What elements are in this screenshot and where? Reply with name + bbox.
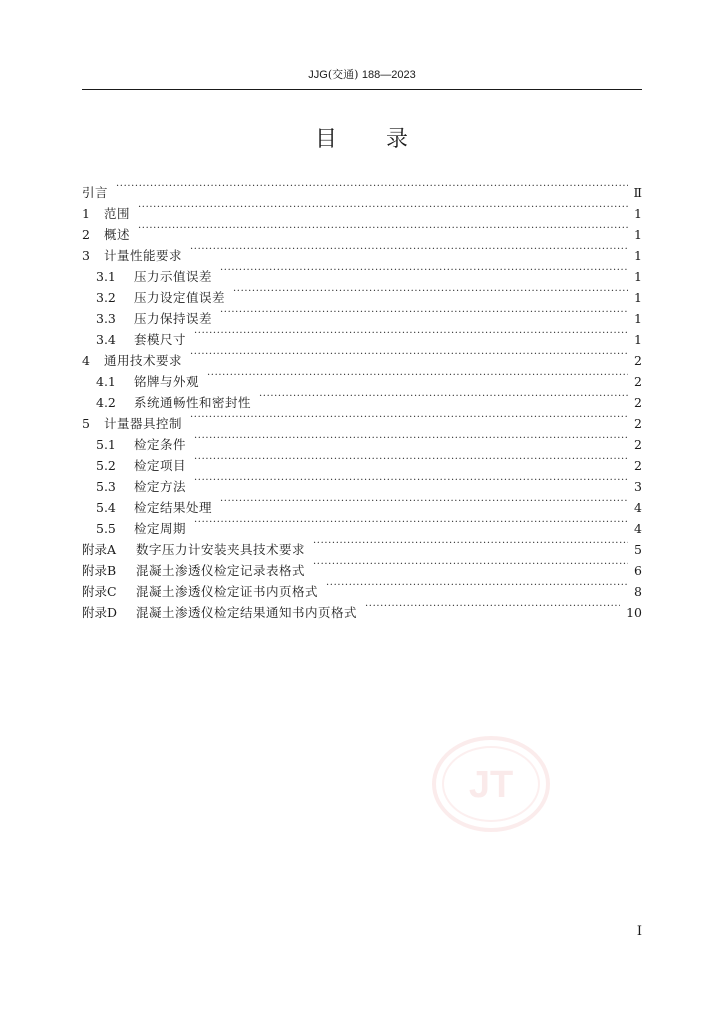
toc-entry-title: 引言	[82, 185, 109, 200]
toc-entry-title: 范围	[104, 206, 131, 221]
toc-entry-number: 4	[82, 353, 90, 368]
toc-entry-title: 计量器具控制	[104, 416, 183, 431]
toc-entry-page: 1	[634, 227, 642, 242]
toc-entry-title: 检定项目	[134, 458, 187, 473]
toc-entry-number: 附录B	[82, 563, 117, 578]
toc-entry-page: 2	[634, 458, 642, 473]
toc-dot-leader	[194, 428, 628, 449]
toc-entry-title: 概述	[104, 227, 131, 242]
toc-entry-page: 1	[634, 332, 642, 347]
toc-entry-page: 6	[634, 563, 642, 578]
header-code-prefix: JJG	[308, 69, 328, 81]
toc-entry-page: 2	[634, 353, 642, 368]
toc-entry-page: 10	[626, 605, 642, 620]
toc-dot-leader	[233, 281, 628, 302]
toc-entry-number: 附录D	[82, 605, 118, 620]
toc-entry-number: 5.1	[96, 437, 116, 452]
toc-entry-page: 2	[634, 395, 642, 410]
toc-dot-leader	[190, 407, 628, 428]
toc-entry-title: 数字压力计安装夹具技术要求	[136, 542, 306, 557]
toc-entry-page: 1	[634, 248, 642, 263]
toc-dot-leader	[259, 386, 628, 407]
toc-dot-leader	[207, 365, 628, 386]
toc-entry-page: 4	[634, 521, 642, 536]
toc-entry-page: 1	[634, 269, 642, 284]
toc-dot-leader	[138, 197, 628, 218]
toc-entry-number: 4.1	[96, 374, 116, 389]
toc-entry-title: 检定条件	[134, 437, 187, 452]
toc-dot-leader	[220, 260, 628, 281]
toc-entry-page: 2	[634, 374, 642, 389]
toc-entry-number: 2	[82, 227, 90, 242]
toc-entry-number: 5.3	[96, 479, 116, 494]
toc-entry-title: 系统通畅性和密封性	[134, 395, 252, 410]
page-number: I	[636, 924, 642, 939]
toc-dot-leader	[194, 323, 628, 344]
toc-dot-leader	[116, 176, 627, 197]
toc-entry-number: 1	[82, 206, 90, 221]
toc-entry-title: 检定方法	[134, 479, 187, 494]
toc-entry-number: 5.5	[96, 521, 116, 536]
page-title	[0, 122, 724, 153]
toc-dot-leader	[313, 554, 628, 575]
toc-entry-title: 检定周期	[134, 521, 187, 536]
document-header	[82, 66, 642, 90]
toc-entry-number: 5	[82, 416, 90, 431]
toc-dot-leader	[220, 302, 628, 323]
toc-entry[interactable]	[82, 239, 642, 263]
toc-entry-page: 4	[634, 500, 642, 515]
toc-entry-title: 计量性能要求	[104, 248, 183, 263]
toc-entry-number: 附录C	[82, 584, 117, 599]
toc-entry-title: 压力设定值误差	[134, 290, 226, 305]
toc-entry-page: 2	[634, 437, 642, 452]
toc-entry-page: 1	[634, 290, 642, 305]
toc-entry-page: Ⅱ	[633, 185, 642, 200]
watermark-text: JT	[468, 764, 514, 806]
toc-dot-leader	[138, 218, 628, 239]
toc-dot-leader	[313, 533, 628, 554]
table-of-contents	[82, 176, 642, 620]
toc-entry[interactable]	[82, 218, 642, 242]
header-code-mid: (交通)	[327, 68, 359, 81]
toc-entry[interactable]	[82, 176, 642, 200]
toc-entry-page: 3	[634, 479, 642, 494]
toc-dot-leader	[190, 239, 628, 260]
toc-dot-leader	[190, 344, 628, 365]
toc-entry[interactable]	[82, 197, 642, 221]
toc-entry-title: 铭牌与外观	[134, 374, 200, 389]
toc-dot-leader	[194, 449, 628, 470]
toc-entry-title: 套模尺寸	[134, 332, 187, 347]
toc-entry-title: 混凝土渗透仪检定结果通知书内页格式	[136, 605, 358, 620]
toc-entry-page: 1	[634, 311, 642, 326]
toc-entry-title: 压力示值误差	[134, 269, 213, 284]
toc-dot-leader	[365, 596, 620, 617]
toc-entry-page: 5	[634, 542, 642, 557]
toc-entry-number: 4.2	[96, 395, 116, 410]
toc-entry-number: 3.1	[96, 269, 116, 284]
toc-entry-number: 3	[82, 248, 90, 263]
toc-entry-page: 1	[634, 206, 642, 221]
toc-dot-leader	[326, 575, 628, 596]
toc-entry-title: 通用技术要求	[104, 353, 183, 368]
title-char-2: 录	[386, 127, 410, 152]
toc-dot-leader	[220, 491, 628, 512]
toc-entry-number: 3.2	[96, 290, 116, 305]
toc-entry-number: 3.4	[96, 332, 116, 347]
toc-entry-title: 检定结果处理	[134, 500, 213, 515]
jt-watermark-logo	[432, 736, 550, 832]
toc-entry-page: 2	[634, 416, 642, 431]
title-char-1: 目	[314, 127, 338, 152]
toc-dot-leader	[194, 470, 628, 491]
toc-entry-number: 附录A	[82, 542, 117, 557]
toc-entry-number: 3.3	[96, 311, 116, 326]
toc-entry-title: 混凝土渗透仪检定记录表格式	[136, 563, 306, 578]
toc-entry-title: 压力保持误差	[134, 311, 213, 326]
toc-entry-page: 8	[634, 584, 642, 599]
header-code-suffix: 188—2023	[361, 69, 416, 81]
toc-entry-number: 5.4	[96, 500, 116, 515]
toc-entry-title: 混凝土渗透仪检定证书内页格式	[136, 584, 319, 599]
toc-dot-leader	[194, 512, 628, 533]
toc-entry-number: 5.2	[96, 458, 116, 473]
